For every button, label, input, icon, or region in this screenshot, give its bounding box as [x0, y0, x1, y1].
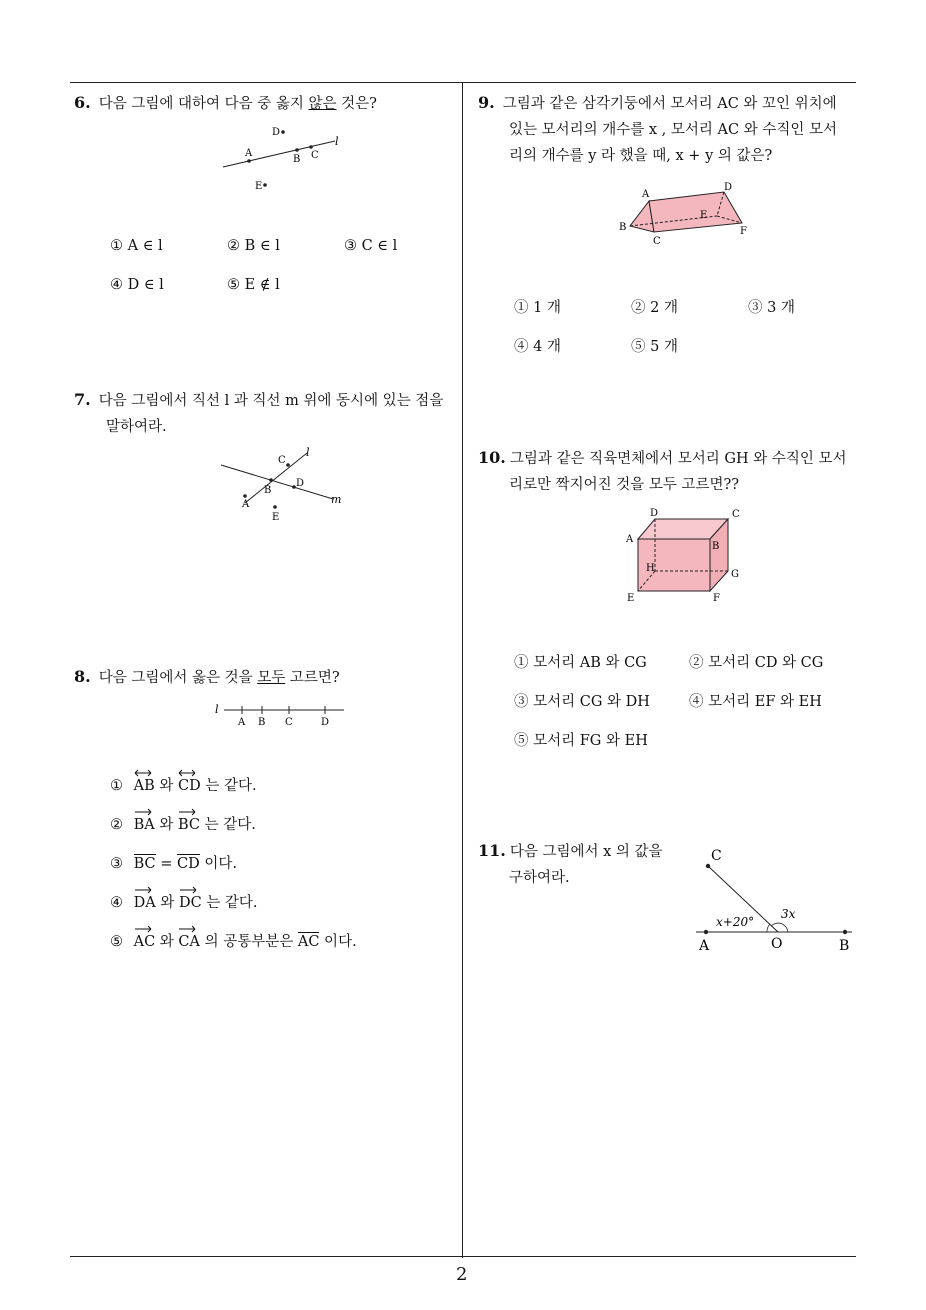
ray-arrow-icon [177, 925, 197, 933]
option-text: = [155, 856, 178, 872]
option-3[interactable] [110, 852, 237, 873]
option-3[interactable]: ③ 모서리 CG 와 DH [514, 694, 650, 710]
ray-ca: CA [178, 934, 200, 950]
option-1[interactable]: ① 1 개 [514, 300, 561, 316]
label-d: D [296, 478, 305, 489]
ray-ba: BA [133, 817, 155, 833]
ray-da: DA [133, 895, 156, 911]
question-6 [74, 90, 377, 117]
question-text-line1: 그림과 같은 직육면체에서 모서리 GH 와 수직인 모서 [509, 451, 847, 467]
option-1[interactable]: ① A ∈ l [110, 238, 163, 254]
ray-arrow-icon [133, 808, 153, 816]
question-text-line3: 리의 개수를 y 라 했을 때, x + y 의 값은? [509, 148, 773, 164]
label-c: C [732, 509, 740, 520]
label-e: E [627, 593, 635, 604]
label-b: B [619, 222, 627, 233]
question-8 [74, 664, 340, 691]
bottom-rule [70, 1256, 856, 1257]
point-c [309, 145, 313, 149]
ray-ac: AC [133, 934, 156, 950]
option-text: 와 [155, 895, 179, 911]
segment-bc: BC [133, 856, 156, 872]
option-text: 와 [154, 778, 178, 794]
q8-figure [210, 700, 350, 732]
option-text-end: 이다. [319, 934, 357, 950]
option-4[interactable] [110, 891, 258, 912]
label-f: F [740, 226, 747, 237]
q6-figure [215, 125, 355, 195]
question-number: 9. [478, 93, 495, 112]
question-9 [478, 90, 862, 169]
label-l: l [306, 446, 310, 459]
label-c: C [285, 717, 293, 728]
q8-options [110, 774, 450, 964]
question-number: 7. [74, 390, 91, 409]
label-m: m [331, 493, 342, 506]
label-d: D [724, 182, 733, 193]
label-a: A [242, 499, 250, 510]
question-text-end: 고르면? [285, 670, 340, 686]
option-mark: ③ [110, 856, 123, 872]
option-mark: ⑤ [110, 934, 123, 950]
option-3[interactable]: ③ 3 개 [748, 300, 795, 316]
question-text-line2: 구하여라. [509, 870, 570, 886]
label-b: B [839, 938, 850, 954]
column-divider [462, 82, 463, 1258]
label-l: l [335, 135, 339, 148]
option-text-end: 는 같다. [200, 817, 256, 833]
option-text-end: 는 같다. [201, 895, 258, 911]
question-text: 다음 그림에 대하여 다음 중 옳지 [98, 96, 309, 112]
label-o: O [771, 936, 783, 952]
ray-arrow-icon [177, 808, 197, 816]
question-text-line1: 다음 그림에서 직선 l 과 직선 m 위에 동시에 있는 점을 [98, 393, 444, 409]
q11-angle-figure [690, 840, 860, 958]
label-c: C [278, 455, 286, 466]
label-b: B [258, 717, 266, 728]
q6-options [110, 238, 450, 298]
option-text-end: 이다. [199, 856, 237, 872]
q9-options [514, 296, 854, 356]
angle-label-2: 3x [781, 907, 796, 921]
question-10 [478, 445, 862, 498]
label-b: B [712, 541, 720, 552]
label-l: l [215, 703, 219, 716]
question-text-end: 것은? [336, 96, 377, 112]
option-4[interactable]: ④ 4 개 [514, 339, 561, 355]
point-c [706, 864, 710, 868]
label-d: D [272, 127, 281, 138]
point-b [269, 478, 273, 482]
option-text-end: 는 같다. [200, 778, 257, 794]
label-d: D [321, 717, 330, 728]
option-3[interactable]: ③ C ∈ l [344, 238, 398, 254]
question-number: 10. [478, 448, 506, 467]
label-c: C [711, 848, 722, 864]
label-a: A [238, 717, 246, 728]
q10-cuboid-figure [620, 505, 750, 605]
q10-options [514, 651, 854, 751]
label-d: D [650, 508, 659, 519]
option-2[interactable]: ② B ∈ l [227, 238, 280, 254]
question-underlined: 모두 [257, 670, 286, 686]
label-h: H [646, 563, 655, 574]
page-number: 2 [456, 1264, 468, 1285]
label-b: B [293, 154, 301, 165]
label-f: F [713, 593, 720, 604]
option-text: 와 [155, 934, 179, 950]
option-5[interactable]: ⑤ E ∉ l [227, 277, 280, 293]
q9-prism-figure [612, 178, 762, 253]
point-d [281, 130, 285, 134]
point-e [273, 505, 277, 509]
point-a [243, 494, 247, 498]
question-underlined: 않은 [308, 96, 337, 112]
point-a [704, 930, 708, 934]
segment-cd: CD [177, 856, 200, 872]
option-mark: ④ [110, 895, 123, 911]
option-2[interactable] [110, 813, 256, 834]
question-11 [478, 838, 688, 891]
ray-bc: BC [177, 817, 201, 833]
option-5[interactable]: ⑤ 모서리 FG 와 EH [514, 733, 648, 749]
option-text: 와 [154, 817, 178, 833]
option-1[interactable] [110, 774, 257, 795]
question-text-line2: 말하여라. [106, 419, 167, 435]
question-number: 11. [478, 841, 506, 860]
label-e: E [272, 512, 280, 523]
option-text-mid: 의 공통부분은 [200, 934, 298, 950]
ray-arrow-icon [178, 886, 198, 894]
q7-figure [215, 445, 355, 525]
option-mark: ② [110, 817, 123, 833]
option-5[interactable]: ⑤ 5 개 [631, 339, 678, 355]
point-b [295, 148, 299, 152]
question-text-line2: 있는 모서리의 개수를 x , 모서리 AC 와 수직인 모서 [509, 122, 837, 138]
option-5[interactable] [110, 930, 357, 951]
top-rule [70, 82, 856, 83]
option-1[interactable]: ① 모서리 AB 와 CG [514, 655, 647, 671]
label-a: A [245, 148, 253, 159]
option-4[interactable]: ④ D ∈ l [110, 277, 164, 293]
option-2[interactable]: ② 모서리 CD 와 CG [689, 655, 824, 671]
point-b [843, 930, 847, 934]
label-c: C [311, 150, 319, 161]
ray-dc: DC [178, 895, 202, 911]
question-text-line1: 다음 그림에서 x 의 값을 [509, 844, 663, 860]
option-2[interactable]: ② 2 개 [631, 300, 678, 316]
question-text: 다음 그림에서 옳은 것을 [98, 670, 258, 686]
point-e [263, 183, 267, 187]
double-arrow-icon [177, 769, 197, 777]
question-number: 6. [74, 93, 91, 112]
label-a: A [699, 938, 710, 954]
segment-ac: AC [297, 934, 320, 950]
option-mark: ① [110, 778, 123, 794]
ray-arrow-icon [133, 886, 153, 894]
point-a [247, 159, 251, 163]
line-cd: CD [177, 778, 201, 794]
ray-arrow-icon [133, 925, 153, 933]
label-a: A [642, 189, 650, 200]
angle-label-1: x+20° [716, 915, 755, 929]
line-ab: AB [133, 778, 155, 794]
label-c: C [653, 236, 661, 247]
label-e: E [700, 210, 708, 221]
double-arrow-icon [133, 769, 153, 777]
question-text-line1: 그림과 같은 삼각기둥에서 모서리 AC 와 꼬인 위치에 [502, 96, 837, 112]
label-g: G [731, 569, 739, 580]
question-number: 8. [74, 667, 91, 686]
label-b: B [264, 485, 272, 496]
point-c [286, 463, 290, 467]
question-7 [74, 387, 458, 440]
option-4[interactable]: ④ 모서리 EF 와 EH [689, 694, 822, 710]
question-text-line2: 리로만 짝지어진 것을 모두 고르면?? [509, 477, 740, 493]
label-a: A [626, 534, 634, 545]
label-e: E [255, 181, 263, 192]
